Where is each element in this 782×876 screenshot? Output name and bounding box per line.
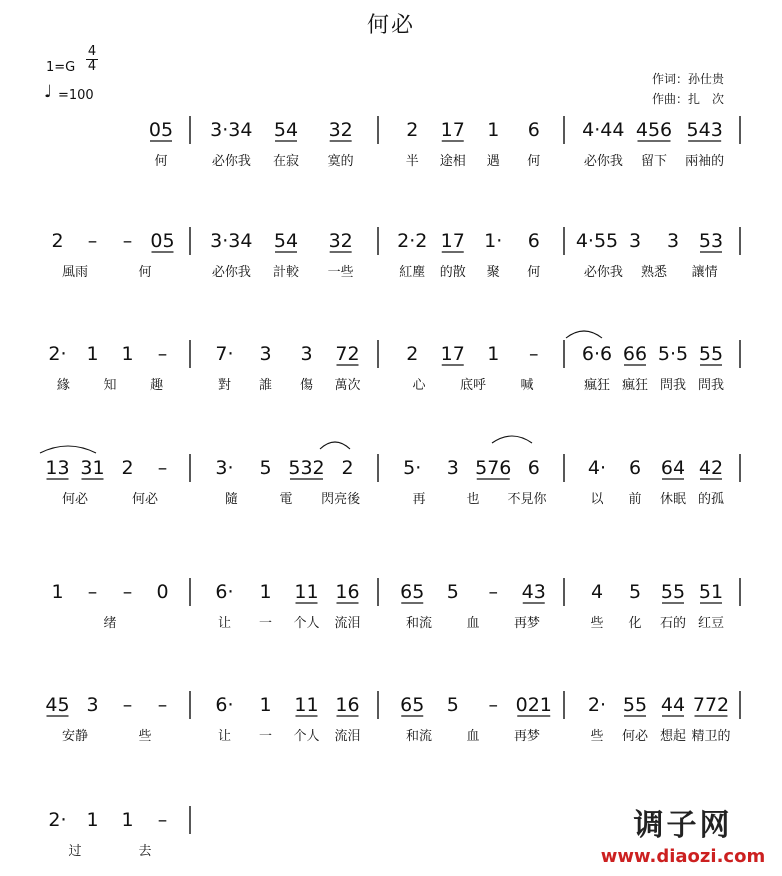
slur-arc xyxy=(566,331,602,338)
watermark-logo xyxy=(598,800,768,867)
note-group: 6 xyxy=(628,457,642,479)
note-group: 51 xyxy=(698,581,724,603)
lyric-syllable: 红豆 xyxy=(697,616,725,631)
lyric-syllable: 一 xyxy=(258,616,273,631)
lyric-syllable: 必你我 xyxy=(211,265,251,280)
note-group: 6·6 xyxy=(581,343,613,365)
lyric-syllable: 些 xyxy=(590,729,604,744)
note-group: 16 xyxy=(335,694,360,716)
note-group: 5 xyxy=(446,694,459,716)
tempo-marking: =100 xyxy=(58,88,94,103)
lyric-syllable: 些 xyxy=(138,729,152,744)
note-group: 05 xyxy=(150,230,175,252)
note-group: 6 xyxy=(527,457,540,479)
note-group: 6· xyxy=(215,581,234,603)
lyric-syllable: 閃亮後 xyxy=(321,492,361,507)
lyric-syllable: 讓情 xyxy=(691,265,718,280)
note-group: 5 xyxy=(446,581,459,603)
note-group: 42 xyxy=(698,457,724,479)
note-group: 3 xyxy=(666,230,680,252)
note-group: – xyxy=(122,581,133,603)
note-group: 5 xyxy=(259,457,272,479)
note-group: 2 xyxy=(406,343,419,365)
note-group: 2 xyxy=(341,457,354,479)
note-group: – xyxy=(157,343,168,365)
note-group: – xyxy=(529,343,539,365)
note-group: 456 xyxy=(635,119,673,141)
note-group: 32 xyxy=(328,230,353,252)
note-group: 3 xyxy=(300,343,313,365)
song-title: 何必 xyxy=(366,13,415,38)
lyric-syllable: 必你我 xyxy=(211,154,251,169)
note-group: 55 xyxy=(660,581,686,603)
composer-credit: 作曲：扎 次 xyxy=(652,92,725,106)
lyricist-credit: 作词：孙仕贵 xyxy=(652,72,725,86)
note-group: 6· xyxy=(215,694,234,716)
note-group: 1 xyxy=(259,581,272,603)
lyric-syllable: 問我 xyxy=(659,378,687,393)
slur-arc xyxy=(320,442,350,449)
lyric-syllable: 何必 xyxy=(131,492,159,507)
lyric-syllable: 精卫的 xyxy=(691,729,731,744)
note-group: – xyxy=(488,694,498,716)
note-group: – xyxy=(87,230,98,252)
note-group: 2 xyxy=(121,457,134,479)
note-group: 3 xyxy=(86,694,99,716)
watermark-url: www.diaozi.com xyxy=(600,846,766,867)
note-group: 4·44 xyxy=(582,119,625,141)
note-group: 45 xyxy=(45,694,70,716)
lyric-syllable: 留下 xyxy=(640,154,668,169)
note-group: 16 xyxy=(335,581,360,603)
note-group: 576 xyxy=(475,457,512,479)
lyric-syllable: 途相 xyxy=(439,154,466,169)
note-group: 32 xyxy=(328,119,353,141)
lyric-syllable: 绪 xyxy=(103,616,117,631)
note-group: 11 xyxy=(294,581,319,603)
note-group: 54 xyxy=(273,230,299,252)
note-group: 3 xyxy=(259,343,272,365)
lyric-syllable: 風雨 xyxy=(61,265,89,280)
lyric-syllable: 何 xyxy=(527,154,541,169)
watermark-name: 调子网 xyxy=(633,808,733,843)
note-group: 543 xyxy=(686,119,723,141)
lyric-syllable: 兩袖的 xyxy=(685,154,725,169)
lyric-syllable: 問我 xyxy=(697,378,725,393)
note-group: 2·2 xyxy=(397,230,428,252)
note-group: – xyxy=(122,694,133,716)
lyric-syllable: 让 xyxy=(217,729,232,744)
note-group: 43 xyxy=(521,581,546,603)
note-group: 53 xyxy=(698,230,724,252)
note-group: 532 xyxy=(288,457,325,479)
lyric-syllable: 誰 xyxy=(258,378,273,393)
note-group: 7· xyxy=(215,343,234,365)
lyric-syllable: 瘋狂 xyxy=(583,378,611,393)
note-group: 2 xyxy=(406,119,419,141)
note-group: 6 xyxy=(527,119,540,141)
note-group: 13 xyxy=(45,457,70,479)
lyric-syllable: 何 xyxy=(154,154,168,169)
lyric-syllable: 必你我 xyxy=(583,154,623,169)
note-group: 54 xyxy=(273,119,299,141)
lyric-syllable: 不見你 xyxy=(507,492,547,507)
note-group: 6 xyxy=(527,230,540,252)
lyric-syllable: 化 xyxy=(628,616,642,631)
lyric-syllable: 計較 xyxy=(272,265,300,280)
note-group: 3· xyxy=(215,457,234,479)
note-group: 5 xyxy=(628,581,642,603)
slur-arc xyxy=(40,446,96,453)
lyric-syllable: 傷 xyxy=(299,378,314,393)
note-group: 66 xyxy=(622,343,648,365)
lyric-syllable: 緣 xyxy=(56,378,70,393)
lyric-syllable: 何 xyxy=(527,265,541,280)
lyric-syllable: 趣 xyxy=(150,378,164,393)
note-group: – xyxy=(488,581,498,603)
note-group: 1 xyxy=(51,581,64,603)
lyric-syllable: 个人 xyxy=(293,729,320,744)
lyric-syllable: 知 xyxy=(103,378,117,393)
note-group: 44 xyxy=(660,694,686,716)
key-signature: 1=G xyxy=(46,60,76,75)
lyric-syllable: 安静 xyxy=(61,729,89,744)
note-group: 1 xyxy=(121,343,134,365)
lyric-syllable: 紅塵 xyxy=(399,265,426,280)
note-group: 3 xyxy=(628,230,642,252)
note-group: – xyxy=(157,457,168,479)
lyric-syllable: 以 xyxy=(590,492,604,507)
note-group: 2· xyxy=(48,343,67,365)
lyric-syllable: 一 xyxy=(258,729,273,744)
note-group: 17 xyxy=(440,230,465,252)
note-group: 1· xyxy=(484,230,503,252)
quarter-note-icon: ♩ xyxy=(44,82,53,102)
lyric-syllable: 聚 xyxy=(486,265,500,280)
note-group: 72 xyxy=(335,343,360,365)
lyric-syllable: 血 xyxy=(466,616,480,631)
lyric-syllable: 半 xyxy=(405,154,419,169)
note-group: 772 xyxy=(692,694,730,716)
lyric-syllable: 隨 xyxy=(224,492,238,507)
note-group: 65 xyxy=(400,581,425,603)
lyric-syllable: 何 xyxy=(138,265,152,280)
lyric-syllable: 休眠 xyxy=(659,492,687,507)
note-group: – xyxy=(87,581,98,603)
note-group: 4·55 xyxy=(575,230,619,252)
lyric-syllable: 電 xyxy=(279,492,293,507)
note-group: 1 xyxy=(487,119,500,141)
note-group: 55 xyxy=(698,343,724,365)
note-group: 1 xyxy=(86,343,99,365)
note-group: 4· xyxy=(587,457,607,479)
lyric-syllable: 何必 xyxy=(621,729,649,744)
lyric-syllable: 流泪 xyxy=(334,729,361,744)
note-group: 3·34 xyxy=(210,230,253,252)
note-group: 2· xyxy=(48,809,67,831)
note-group: 3·34 xyxy=(210,119,253,141)
note-group: 5·5 xyxy=(657,343,689,365)
lyric-syllable: 让 xyxy=(217,616,232,631)
lyric-syllable: 的孤 xyxy=(697,492,725,507)
note-group: 17 xyxy=(440,119,465,141)
note-group: – xyxy=(122,230,133,252)
note-group: 4 xyxy=(590,581,604,603)
note-group: 1 xyxy=(487,343,500,365)
lyric-syllable: 的散 xyxy=(439,265,466,280)
note-group: 17 xyxy=(440,343,465,365)
lyric-syllable: 和流 xyxy=(405,616,433,631)
time-sig-bottom: 4 xyxy=(87,59,97,74)
lyric-syllable: 过 xyxy=(68,844,82,859)
lyric-syllable: 也 xyxy=(466,492,480,507)
lyric-syllable: 喊 xyxy=(520,378,534,393)
lyric-syllable: 底呼 xyxy=(459,378,487,393)
lyric-syllable: 熟悉 xyxy=(640,265,668,280)
note-group: 0 xyxy=(156,581,169,603)
slur-arc xyxy=(492,436,532,443)
note-group: 1 xyxy=(259,694,272,716)
lyric-syllable: 个人 xyxy=(293,616,320,631)
note-group: 05 xyxy=(148,119,174,141)
lyric-syllable: 再梦 xyxy=(513,616,541,631)
note-group: 3 xyxy=(446,457,459,479)
lyric-syllable: 些 xyxy=(590,616,604,631)
lyric-syllable: 再梦 xyxy=(513,729,541,744)
lyric-syllable: 血 xyxy=(466,729,480,744)
lyric-syllable: 前 xyxy=(628,492,642,507)
lyric-syllable: 一些 xyxy=(327,265,354,280)
time-sig-top: 4 xyxy=(87,44,97,59)
lyric-syllable: 再 xyxy=(412,492,426,507)
note-group: 1 xyxy=(121,809,134,831)
lyric-syllable: 寞的 xyxy=(327,154,354,169)
note-group: 65 xyxy=(400,694,425,716)
note-group: 55 xyxy=(622,694,648,716)
note-group: – xyxy=(157,809,168,831)
lyric-syllable: 去 xyxy=(138,844,152,859)
lyric-syllable: 想起 xyxy=(659,729,687,744)
note-group: 2· xyxy=(587,694,607,716)
note-group: 021 xyxy=(515,694,552,716)
lyric-syllable: 瘋狂 xyxy=(621,378,649,393)
note-group: – xyxy=(157,694,168,716)
lyric-syllable: 對 xyxy=(217,378,232,393)
lyric-syllable: 遇 xyxy=(486,154,500,169)
note-group: 5· xyxy=(403,457,422,479)
lyric-syllable: 何必 xyxy=(61,492,89,507)
note-group: 1 xyxy=(86,809,99,831)
lyric-syllable: 和流 xyxy=(405,729,433,744)
lyric-syllable: 心 xyxy=(412,378,426,393)
lyric-syllable: 在寂 xyxy=(272,154,300,169)
lyric-syllable: 萬次 xyxy=(334,378,361,393)
note-group: 11 xyxy=(294,694,319,716)
lyric-syllable: 流泪 xyxy=(334,616,361,631)
lyric-syllable: 必你我 xyxy=(583,265,623,280)
note-group: 2 xyxy=(51,230,64,252)
lyric-syllable: 石的 xyxy=(659,616,687,631)
note-group: 64 xyxy=(660,457,686,479)
note-group: 31 xyxy=(80,457,105,479)
